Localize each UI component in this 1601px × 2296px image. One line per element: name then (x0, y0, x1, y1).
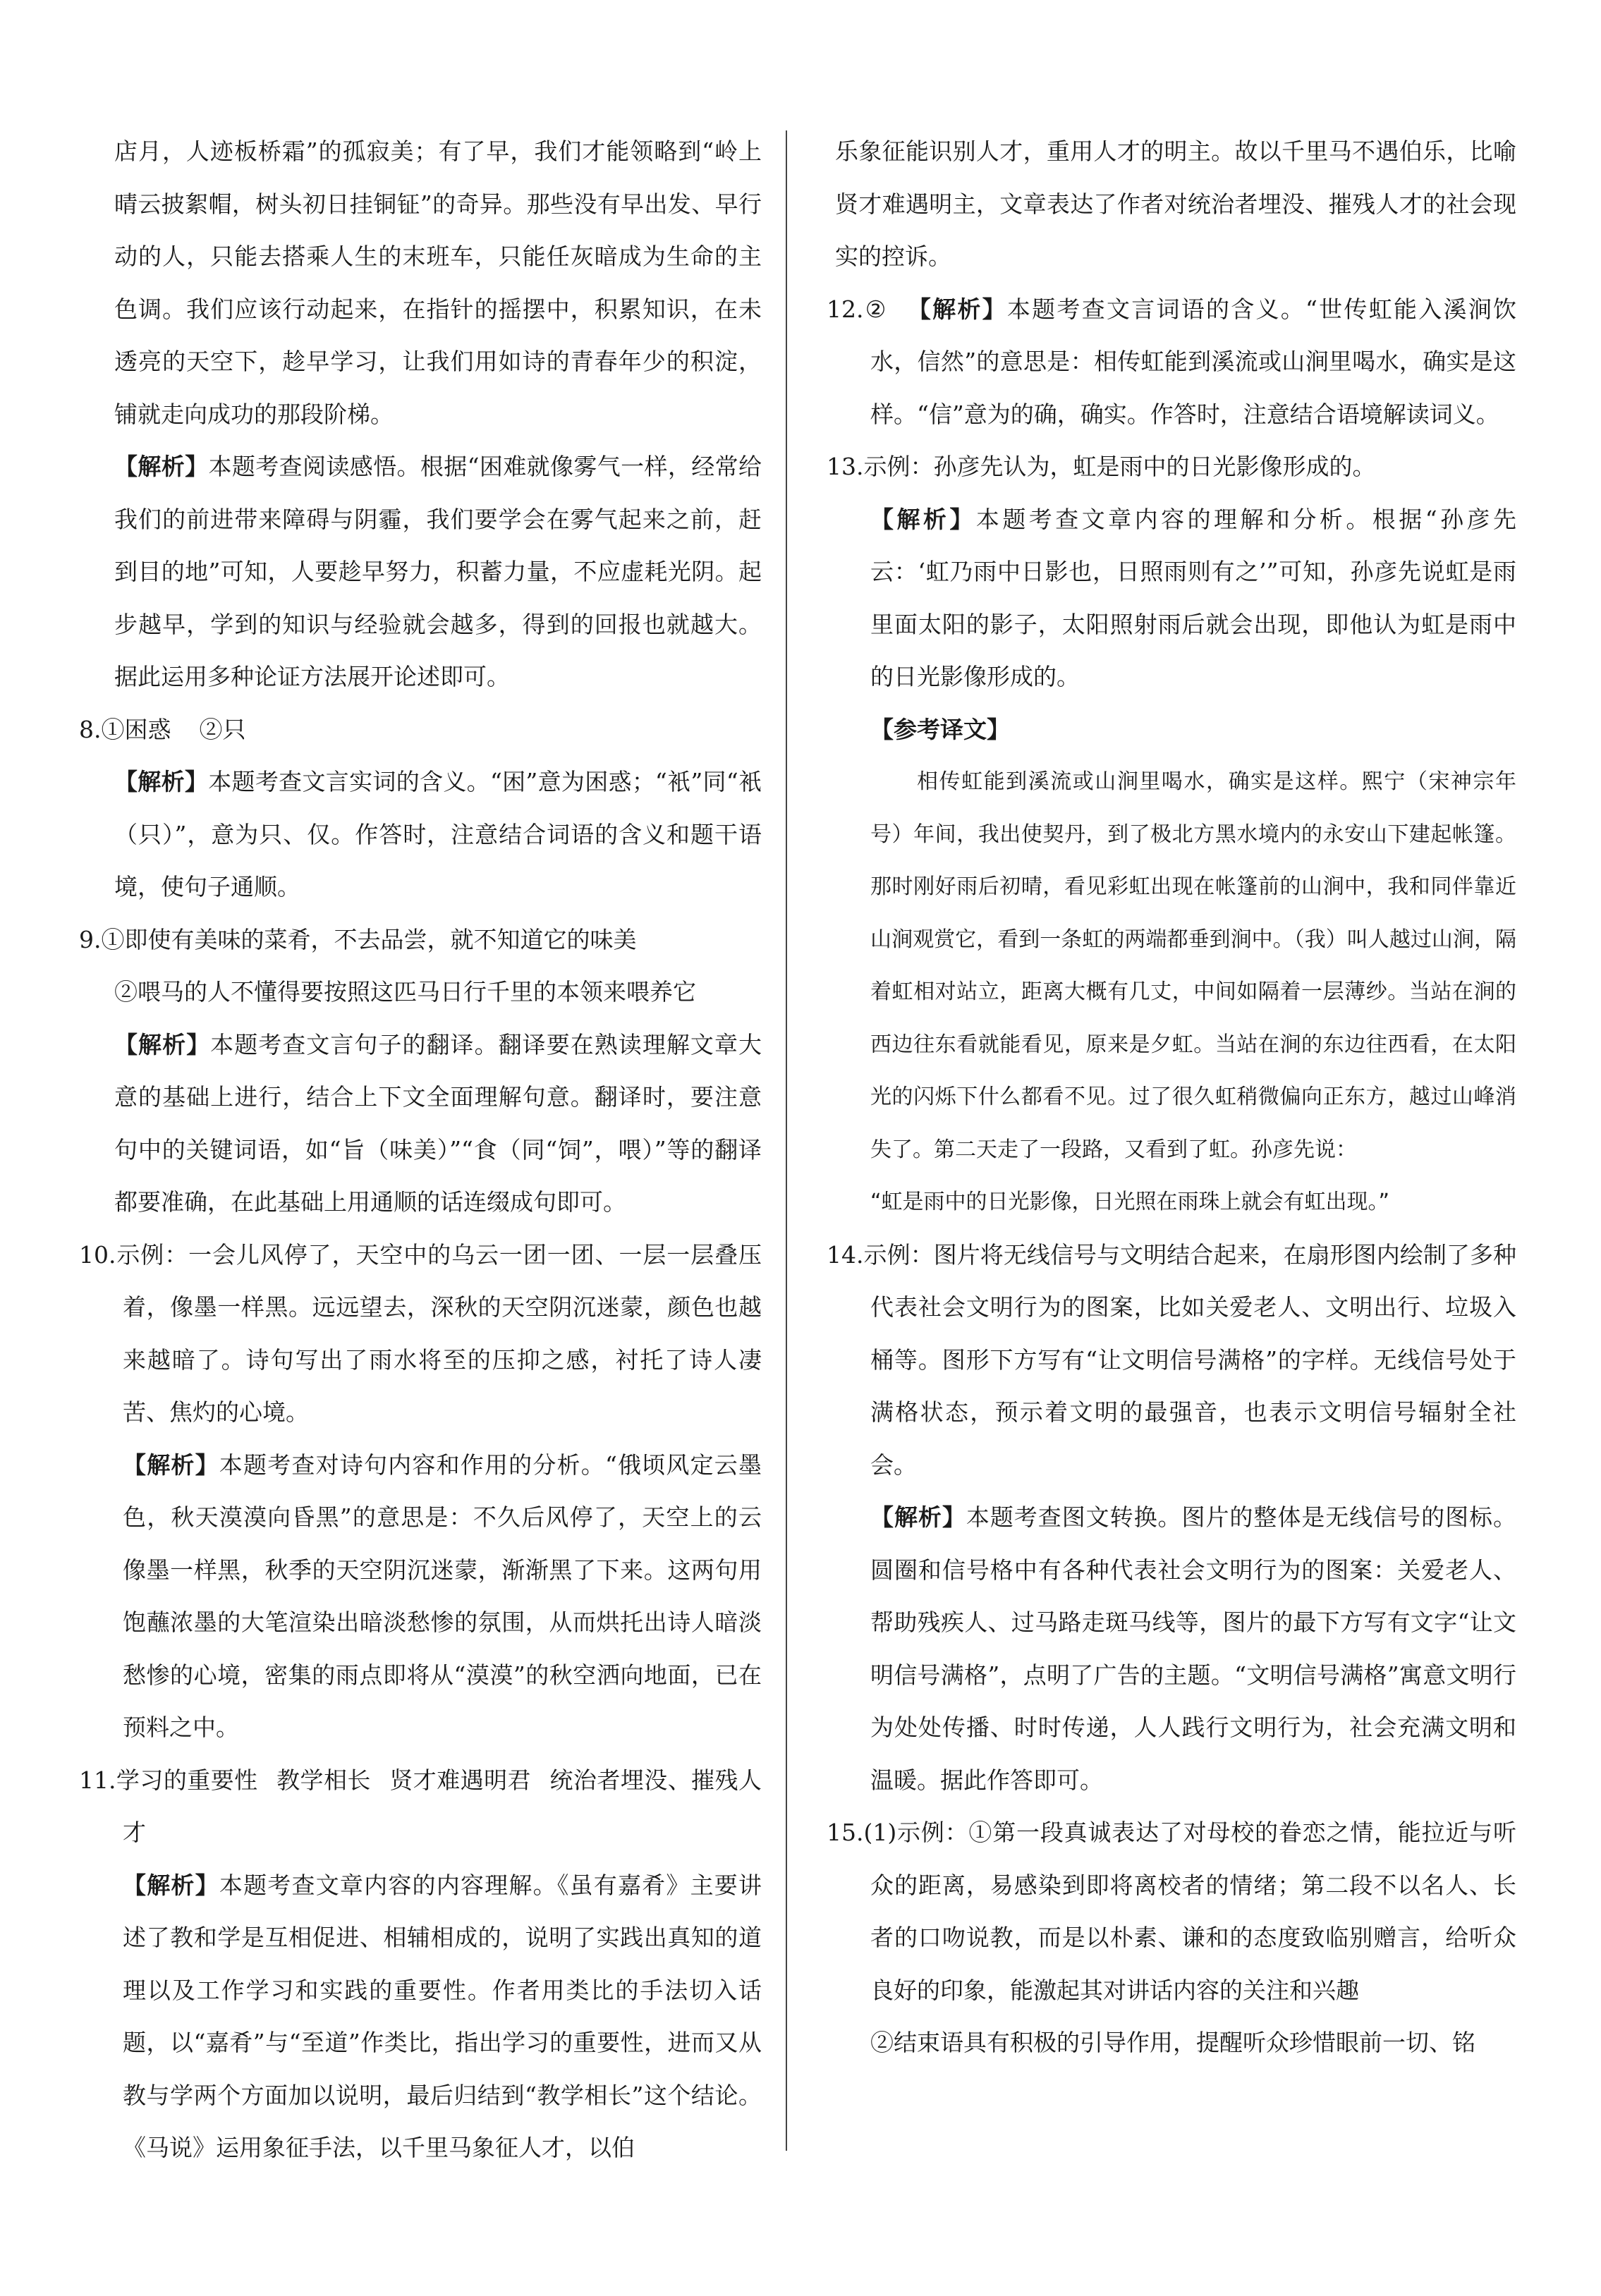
answer-text: 贤才难遇明君 (389, 1766, 532, 1794)
analysis-text: 本题考查文章内容的内容理解。《虽有嘉肴》主要讲述了教和学是互相促进、相辅相成的，说明了实践出真知的道理以及工作学习和实践的重要性。作者用类比的手法切入话题，以“嘉肴”与“至道”作类比，指出学习的重要性，进而又从教与学两个方面加以说明，最后归结到“教学相长”这个结论。《马说》运用象征手法，以千里马象征人才，以伯 (123, 1871, 762, 2161)
answer-text: 学习的重要性 (116, 1766, 258, 1794)
left-column (79, 126, 762, 2175)
question-number: 8. (79, 715, 102, 743)
analysis-label: 【解析】 (114, 1030, 211, 1058)
analysis-label: 【解析】 (123, 1871, 219, 1899)
analysis-label: 【解析】 (870, 1503, 966, 1531)
column-divider (786, 130, 787, 2151)
analysis-label: 【解析】 (870, 505, 976, 533)
analysis-text: 本题考查文言词语的含义。“世传虹能入溪涧饮水，信然”的意思是：相传虹能到溪流或山涧里喝水，确实是这样。“信”意为的确，确实。作答时，注意结合语境解读词义。 (870, 295, 1516, 428)
analysis-text: 本题考查文言实词的含义。“困”意为困惑；“衹”同“衹（只）”，意为只、仅。作答时，注意结合词语的含义和题干语境，使句子通顺。 (114, 768, 762, 900)
question-9-answer (79, 914, 762, 967)
question-11-answer (79, 1754, 762, 1860)
analysis-label: 【解析】 (906, 295, 1007, 323)
analysis-text: 本题考查对诗句内容和作用的分析。“俄顷风定云墨色，秋天漠漠向昏黑”的意思是：不久后风停了，天空上的云像墨一样黑，秋季的天空阴沉迷蒙，渐渐黑了下来。这两句用饱蘸浓墨的大笔渲染出暗淡愁惨的氛围，从而烘托出诗人暗淡愁惨的心境，密集的雨点即将从“漠漠”的秋空洒向地面，已在预料之中。 (123, 1451, 762, 1741)
question-13-answer (827, 441, 1516, 494)
analysis-text: 本题考查阅读感悟。根据“困难就像雾气一样，经常给我们的前进带来障碍与阴霾，我们要学会在雾气起来之前，赶到目的地”可知，人要趁早努力，积蓄力量，不应虚耗光阴。起步越早，学到的知识与经验就会越多，得到的回报也就越大。据此运用多种论证方法展开论述即可。 (114, 453, 762, 690)
question-8-analysis (79, 756, 762, 914)
answer-text: (1)示例：①第一段真诚表达了对母校的眷恋之情，能拉近与听众的距离，易感染到即将离校者的情绪；第二段不以名人、长者的口吻说教，而是以朴素、谦和的态度致临别赠言，给听众良好的印象，能激起其对讲话内容的关注和兴趣 (863, 1819, 1516, 2004)
answer-text: 教学相长 (276, 1766, 371, 1794)
question-9-analysis (79, 1019, 762, 1229)
question-8-answer (79, 704, 762, 757)
question-number: 9. (79, 925, 102, 953)
analysis-label: 【解析】 (123, 1451, 219, 1479)
answer-text: ② (863, 295, 888, 323)
analysis-text: 本题考查图文转换。图片的整体是无线信号的图标。圆圈和信号格中有各种代表社会文明行为的图案：关爱老人、帮助残疾人、过马路走斑马线等，图片的最下方写有文字“让文明信号满格”，点明了广告的主题。“文明信号满格”寓意文明行为处处传播、时时传递，人人践行文明行为，社会充满文明和温暖。据此作答即可。 (870, 1503, 1517, 1794)
question-14-analysis (827, 1491, 1516, 1807)
question-number: 14. (827, 1240, 864, 1269)
question-10-answer (79, 1229, 762, 1439)
question-number: 12. (827, 295, 864, 323)
analysis-text: 本题考查文言句子的翻译。翻译要在熟读理解文章大意的基础上进行，结合上下文全面理解句意。翻译时，要注意句中的关键词语，如“旨（味美）”“食（同“饲”，喂）”等的翻译都要准确，在此基础上用通顺的话连缀成句即可。 (114, 1030, 762, 1216)
translation-label: 【参考译文】 (870, 715, 1010, 743)
question-10-analysis (79, 1439, 762, 1754)
question-number: 15. (827, 1819, 864, 1846)
question-11-analysis-continued: 乐象征能识别人才，重用人才的明主。故以千里马不遇伯乐，比喻贤才难遇明主，文章表达了作者对统治者埋没、摧残人才的社会现实的控诉。 (835, 138, 1516, 270)
question-11-analysis (79, 1860, 762, 2175)
answer-text: ②只 (199, 715, 246, 743)
answer-text: 示例：一会儿风停了，天空中的乌云一团一团、一层一层叠压着，像墨一样黑。远远望去，深秋的天空阴沉迷蒙，颜色也越来越暗了。诗句写出了雨水将至的压抑之感，衬托了诗人凄苦、焦灼的心境。 (116, 1240, 762, 1426)
translation-quote: “虹是雨中的日光影像，日光照在雨珠上就会有虹出现。” (870, 1190, 1390, 1214)
analysis-label: 【解析】 (114, 768, 209, 795)
right-column (827, 126, 1516, 2070)
translation-text: 相传虹能到溪流或山涧里喝水，确实是这样。熙宁（宋神宗年号）年间，我出使契丹，到了极北方黑水境内的永安山下建起帐篷。那时刚好雨后初晴，看见彩虹出现在帐篷前的山涧中，我和同伴靠近山涧观赏它，看到一条虹的两端都垂到涧中。（我）叫人越过山涧，隔着虹相对站立，距离大概有几丈，中间如隔着一层薄纱。当站在涧的西边往东看就能看见，原来是夕虹。当站在涧的东边往西看，在太阳光的闪烁下什么都看不见。过了很久虹稍微偏向正东方，越过山峰消失了。第二天走了一段路，又看到了虹。孙彦先说： (870, 769, 1516, 1162)
question-9-answer-2: ②喂马的人不懂得要按照这匹马日行千里的本领来喂养它 (114, 978, 696, 1006)
question-number: 11. (79, 1766, 116, 1794)
question-15-answer (827, 1807, 1516, 2017)
answer-text: 统治者埋没、摧残人才 (123, 1766, 762, 1846)
question-15-answer-2: ②结束语具有积极的引导作用，提醒听众珍惜眼前一切、铭 (870, 2029, 1475, 2056)
answer-text: 示例：图片将无线信号与文明结合起来，在扇形图内绘制了多种代表社会文明行为的图案，比如关爱老人、文明出行、垃圾入桶等。图形下方写有“让文明信号满格”的字样。无线信号处于满格状态，预示着文明的最强音，也表示文明信号辐射全社会。 (863, 1240, 1516, 1479)
translation-heading-line (827, 704, 1516, 757)
question-number: 13. (827, 453, 864, 480)
analysis-paragraph (79, 441, 762, 704)
analysis-label: 【解析】 (114, 453, 209, 480)
analysis-text: 本题考查文章内容的理解和分析。根据“孙彦先云：‘虹乃雨中日影也，日照雨则有之’”可知，孙彦先说虹是雨里面太阳的影子，太阳照射雨后就会出现，即他认为虹是雨中的日光影像形成的。 (870, 505, 1517, 690)
question-number: 10. (79, 1240, 116, 1269)
reference-translation (827, 756, 1516, 1229)
answer-text: ①即使有美味的菜肴，不去品尝，就不知道它的味美 (101, 925, 637, 953)
continued-answer-text: 店月，人迹板桥霜”的孤寂美；有了早，我们才能领略到“岭上晴云披絮帽，树头初日挂铜钲”的奇异。那些没有早出发、早行动的人，只能去搭乘人生的末班车，只能任灰暗成为生命的主色调。我们应该行动起来，在指针的摇摆中，积累知识，在未透亮的天空下，趁早学习，让我们用如诗的青春年少的积淀，铺就走向成功的那段阶梯。 (114, 138, 762, 428)
question-14-answer (827, 1229, 1516, 1492)
answer-text: ①困惑 (101, 715, 171, 743)
question-13-analysis (827, 494, 1516, 704)
answer-text: 示例：孙彦先认为，虹是雨中的日光影像形成的。 (863, 453, 1376, 480)
question-12-answer (827, 283, 1516, 441)
